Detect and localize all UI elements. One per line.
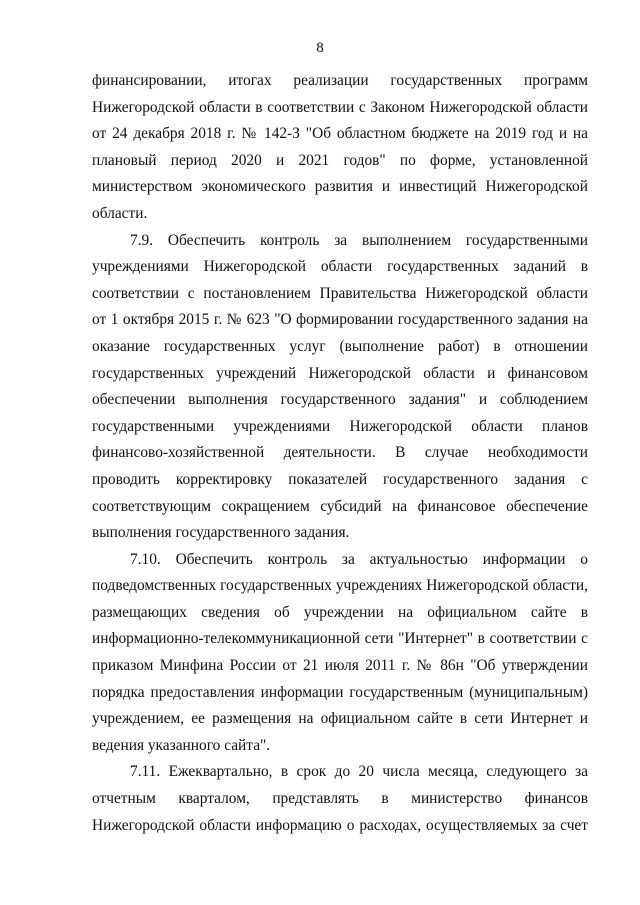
text-line: отчетным кварталом, представлять в министерство финансов bbox=[92, 790, 588, 808]
paragraph bbox=[92, 68, 588, 228]
text-line: ведения указанного сайта". bbox=[92, 736, 271, 754]
text-line: государственными учреждениями Нижегородской области планов bbox=[92, 417, 588, 435]
text-line: финансировании, итогах реализации государственных программ bbox=[92, 72, 588, 89]
page-number: 8 bbox=[316, 40, 324, 56]
text-line: выполнения государственного задания. bbox=[92, 524, 350, 542]
text-line: соответствии с постановлением Правительства Нижегородской области bbox=[92, 284, 588, 302]
text-line: приказом Минфина России от 21 июля 2011 г. № 86н "Об утверждении bbox=[92, 657, 588, 675]
text-line: обеспечении выполнения государственного задания" и соблюдением bbox=[92, 391, 588, 409]
text-line: министерством экономического развития и инвестиций Нижегородской bbox=[92, 178, 588, 196]
text-line: 7.9. Обеспечить контроль за выполнением государственными bbox=[130, 231, 588, 249]
paragraph bbox=[92, 228, 588, 547]
text-line: государственных учреждений Нижегородской области и финансовом bbox=[92, 364, 588, 382]
text-line: Нижегородской области информацию о расходах, осуществляемых за счет bbox=[92, 816, 588, 834]
text-line: оказание государственных услуг (выполнение работ) в отношении bbox=[92, 337, 588, 355]
text-line: информационно-телекоммуникационной сети "Интернет" в соответствии с bbox=[92, 630, 588, 648]
text-line: соответствующим сокращением субсидий на финансовое обеспечение bbox=[92, 497, 588, 515]
paragraph bbox=[92, 759, 588, 839]
document-body bbox=[92, 68, 588, 839]
text-line: 7.10. Обеспечить контроль за актуальностью информации о bbox=[130, 550, 588, 568]
text-line: проводить корректировку показателей государственного задания с bbox=[92, 470, 588, 488]
text-line: размещающих сведения об учреждении на официальном сайте в bbox=[92, 603, 588, 621]
text-line: подведомственных государственных учреждениях Нижегородской области, bbox=[92, 577, 588, 595]
text-line: области. bbox=[92, 204, 148, 222]
text-line: порядка предоставления информации государственным (муниципальным) bbox=[92, 683, 588, 701]
text-line: финансово-хозяйственной деятельности. В случае необходимости bbox=[92, 444, 588, 462]
text-line: плановый период 2020 и 2021 годов" по форме, установленной bbox=[92, 151, 588, 169]
text-line: от 24 декабря 2018 г. № 142-З "Об областном бюджете на 2019 год и на bbox=[92, 125, 588, 143]
text-line: учреждением, ее размещения на официальном сайте в сети Интернет и bbox=[92, 710, 588, 728]
text-line: учреждениями Нижегородской области государственных заданий в bbox=[92, 258, 588, 276]
paragraph bbox=[92, 547, 588, 760]
text-line: 7.11. Ежеквартально, в срок до 20 числа месяца, следующего за bbox=[130, 763, 588, 781]
text-line: Нижегородской области в соответствии с Законом Нижегородской области bbox=[92, 98, 588, 116]
text-line: от 1 октября 2015 г. № 623 "О формировании государственного задания на bbox=[92, 311, 588, 329]
